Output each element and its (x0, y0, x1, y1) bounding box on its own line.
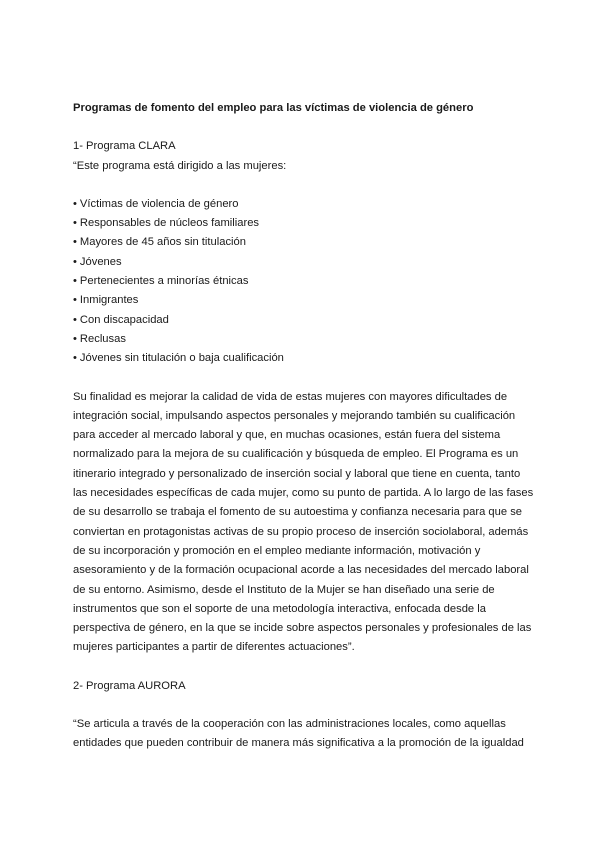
list-item (73, 233, 533, 252)
list-item (73, 195, 533, 214)
list-item-text: Con discapacidad (79, 313, 169, 326)
target-groups-list (73, 195, 533, 369)
list-item (73, 311, 533, 330)
bullet-icon: • (73, 294, 77, 307)
bullet-icon: • (73, 197, 77, 210)
list-item (73, 291, 533, 310)
list-item (73, 253, 533, 272)
section-heading-aurora: 2- Programa AURORA (73, 679, 186, 692)
list-item-text: Jóvenes sin titulación o baja cualificación (79, 352, 284, 365)
bullet-icon: • (73, 255, 77, 268)
list-item (73, 214, 533, 233)
bullet-icon: • (73, 332, 77, 345)
clara-description-paragraph: Su finalidad es mejorar la calidad de vida de estas mujeres con mayores dificultades de integración social, impulsando aspectos personales y mejorando también su cualificación para acceder al mercado laboral y que, en muchas ocasiones, están fuera del sistema normalizado para la mejora de su cualificación y búsqueda de empleo. El Programa es un itinerario integrado y personalizado de inserción social y laboral que tiene en cuenta, tanto las necesidades específicas de cada mujer, como su punto de partida. A lo largo de las fases de su desarrollo se trabaja el fomento de su autoestima y confianza necesaria para que se conviertan en protagonistas activas de su propio proceso de inserción sociolaboral, además de su incorporación y promoción en el empleo mediante información, motivación y asesoramiento y de la formación ocupacional acorde a las necesidades del mercado laboral de su entorno. Asimismo, desde el Instituto de la Mujer se han diseñado una serie de instrumentos que son el soporte de una metodología interactiva, enfocada desde la perspectiva de género, en la que se incide sobre aspectos personales y profesionales de las mujeres participantes a partir de diferentes actuaciones”. (73, 390, 534, 654)
aurora-description-paragraph: “Se articula a través de la cooperación con las administraciones locales, como aquellas entidades que pueden contribuir de manera más significativa a la promoción de la igualdad (73, 718, 524, 750)
section-heading-clara: 1- Programa CLARA (73, 140, 176, 153)
section-intro-clara: “Este programa está dirigido a las mujeres: (73, 159, 287, 172)
bullet-icon: • (73, 217, 77, 230)
list-item (73, 272, 533, 291)
bullet-icon: • (73, 313, 77, 326)
bullet-icon: • (73, 352, 77, 365)
list-item-text: Jóvenes (79, 255, 122, 268)
list-item-text: Pertenecientes a minorías étnicas (79, 275, 249, 288)
document-title: Programas de fomento del empleo para las víctimas de violencia de género (73, 102, 474, 114)
list-item-text: Reclusas (79, 332, 126, 345)
list-item-text: Víctimas de violencia de género (79, 197, 239, 210)
list-item (73, 330, 533, 349)
list-item-text: Inmigrantes (79, 294, 139, 307)
document-body (73, 99, 533, 754)
list-item-text: Responsables de núcleos familiares (79, 217, 260, 230)
bullet-icon: • (73, 275, 77, 288)
bullet-icon: • (73, 236, 77, 249)
list-item (73, 349, 533, 368)
list-item-text: Mayores de 45 años sin titulación (79, 236, 246, 249)
